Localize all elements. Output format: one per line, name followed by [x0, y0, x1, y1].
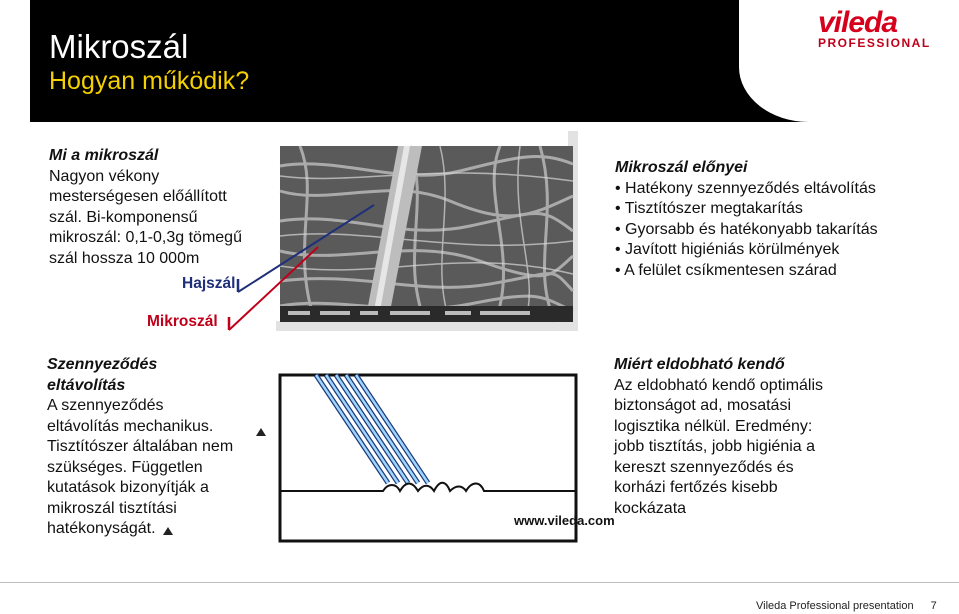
text-line: logisztika nélkül. Eredmény: [614, 417, 813, 435]
benefit-item: • Hatékony szennyeződés eltávolítás [615, 179, 876, 197]
why-disposable [614, 355, 823, 519]
text-line: mikroszál tisztítási [47, 499, 177, 517]
text-line: mikroszál: 0,1-0,3g tömegű [49, 229, 242, 246]
diagram-watermark: www.vileda.com [514, 513, 615, 528]
section-heading: Mikroszál előnyei [615, 159, 748, 176]
text-line: jobb tisztítás, jobb higiénia a [614, 438, 816, 455]
dirt-removal [47, 355, 233, 540]
text-line: szál. Bi-komponensű [49, 208, 198, 226]
text-line: szál hossza 10 000m [49, 249, 200, 267]
text-line: Tisztítószer általában nem [47, 438, 234, 455]
footer-text: Vileda Professional presentation [756, 600, 914, 612]
section-heading: eltávolítás [47, 376, 126, 394]
benefit-item: • Tisztítószer megtakarítás [615, 200, 803, 217]
benefit-item: • A felület csíkmentesen szárad [615, 261, 837, 279]
marker-icon [256, 428, 266, 436]
benefit-item: • Gyorsabb és hatékonyabb takarítás [615, 220, 878, 238]
text-line: kockázata [614, 499, 687, 517]
hair-pointer [238, 205, 374, 292]
microfiber-benefits [615, 158, 878, 281]
text-line: korházi fertőzés kisebb [614, 479, 778, 496]
hair-label: Hajszál [182, 275, 236, 292]
text-line: kutatások bizonyítják a [47, 479, 209, 496]
text-line: biztonságot ad, mosatási [614, 397, 791, 414]
logo-subtitle: PROFESSIONAL [818, 36, 931, 50]
text-line: Az eldobható kendő optimális [614, 376, 824, 394]
section-heading: Mi a mikroszál [49, 147, 159, 164]
text-line: Nagyon vékony [49, 167, 160, 185]
text-line: A szennyeződés [47, 397, 164, 414]
microfiber-label: Mikroszál [147, 313, 218, 330]
text-line: mesterségesen előállított [49, 188, 227, 205]
section-heading: Szennyeződés [47, 356, 158, 373]
footer [756, 600, 937, 612]
page-number: 7 [930, 600, 937, 612]
benefit-item: • Javított higiéniás körülmények [615, 241, 840, 258]
logo-wordmark: vileda [818, 6, 898, 39]
footer-divider [0, 582, 959, 583]
marker-icon [163, 527, 173, 535]
text-line: hatékonyságát. [47, 520, 156, 537]
text-line: eltávolítás mechanikus. [47, 417, 214, 435]
slide-subtitle: Hogyan működik? [49, 67, 250, 95]
cleaning-diagram [278, 373, 615, 543]
section-heading: Miért eldobható kendő [614, 356, 785, 373]
text-line: kereszt szennyeződés és [614, 458, 794, 476]
slide-title: Mikroszál [49, 28, 189, 65]
text-line: szükséges. Független [47, 458, 203, 476]
